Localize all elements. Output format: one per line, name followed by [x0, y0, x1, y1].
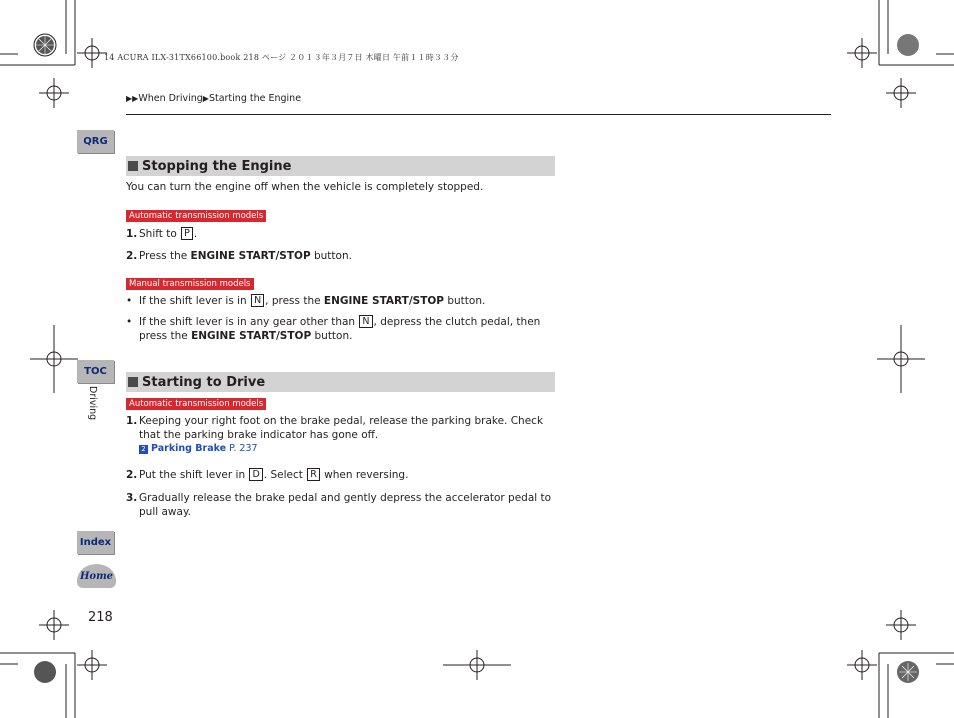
list-item: 3. Gradually release the brake pedal and gently depress the accelerator pedal to pull away.	[126, 492, 552, 518]
qrg-button[interactable]: QRG	[77, 130, 114, 153]
list-item: 1. Keeping your right foot on the brake pedal, release the parking brake. Check that the parking brake indicator has gone off. 2 Parking Brake P. 237	[126, 414, 556, 456]
shift-key-label: R	[307, 468, 320, 481]
section-square-icon	[128, 377, 138, 387]
automatic-transmission-tag: Automatic transmission models	[126, 210, 266, 222]
shift-key-label: D	[249, 468, 262, 481]
toc-button[interactable]: TOC	[77, 360, 114, 383]
section-square-icon	[128, 161, 138, 171]
page-number: 218	[88, 610, 113, 625]
parking-brake-link[interactable]: 2 Parking Brake P. 237	[139, 442, 556, 456]
header-divider	[126, 114, 831, 115]
shift-key-label: N	[251, 294, 264, 307]
automatic-transmission-tag: Automatic transmission models	[126, 398, 266, 410]
chapter-side-label: Driving	[87, 386, 98, 421]
list-item: • If the shift lever is in any gear other than N , depress the clutch pedal, then press the ENGINE START/STOP button.	[126, 316, 541, 342]
shift-key-label: P	[181, 227, 193, 240]
section-intro: You can turn the engine off when the vehicle is completely stopped.	[126, 181, 484, 193]
index-button[interactable]: Index	[77, 531, 114, 554]
list-item: • If the shift lever is in N , press the ENGINE START/STOP button.	[126, 295, 486, 307]
manual-transmission-tag: Manual transmission models	[126, 278, 254, 290]
breadcrumb	[126, 93, 301, 104]
list-item: 1. Shift to P .	[126, 228, 198, 240]
breadcrumb-arrow-icon: ▶▶	[126, 94, 139, 103]
home-button[interactable]: Home	[77, 564, 116, 588]
section-title: Starting to Drive	[142, 374, 266, 390]
breadcrumb-arrow-icon: ▶	[202, 94, 209, 103]
section-heading-starting-to-drive	[126, 372, 555, 392]
book-file-info: 14 ACURA ILX-31TX66100.book 218 ページ ２０１３年３月７日 木曜日 午前１１時３３分	[104, 53, 459, 62]
bullet-icon: •	[126, 295, 133, 307]
shift-key-label: N	[359, 315, 372, 328]
breadcrumb-item-starting-the-engine[interactable]: Starting the Engine	[208, 93, 302, 104]
list-item: 2. Put the shift lever in D . Select R when reversing.	[126, 469, 409, 481]
section-title: Stopping the Engine	[142, 158, 292, 174]
section-heading-stopping-the-engine	[126, 156, 555, 176]
bullet-icon: •	[126, 316, 133, 328]
breadcrumb-item-when-driving[interactable]: When Driving	[138, 93, 203, 104]
link-arrow-icon: 2	[139, 445, 148, 454]
list-item: 2. Press the ENGINE START/STOP button.	[126, 250, 352, 262]
